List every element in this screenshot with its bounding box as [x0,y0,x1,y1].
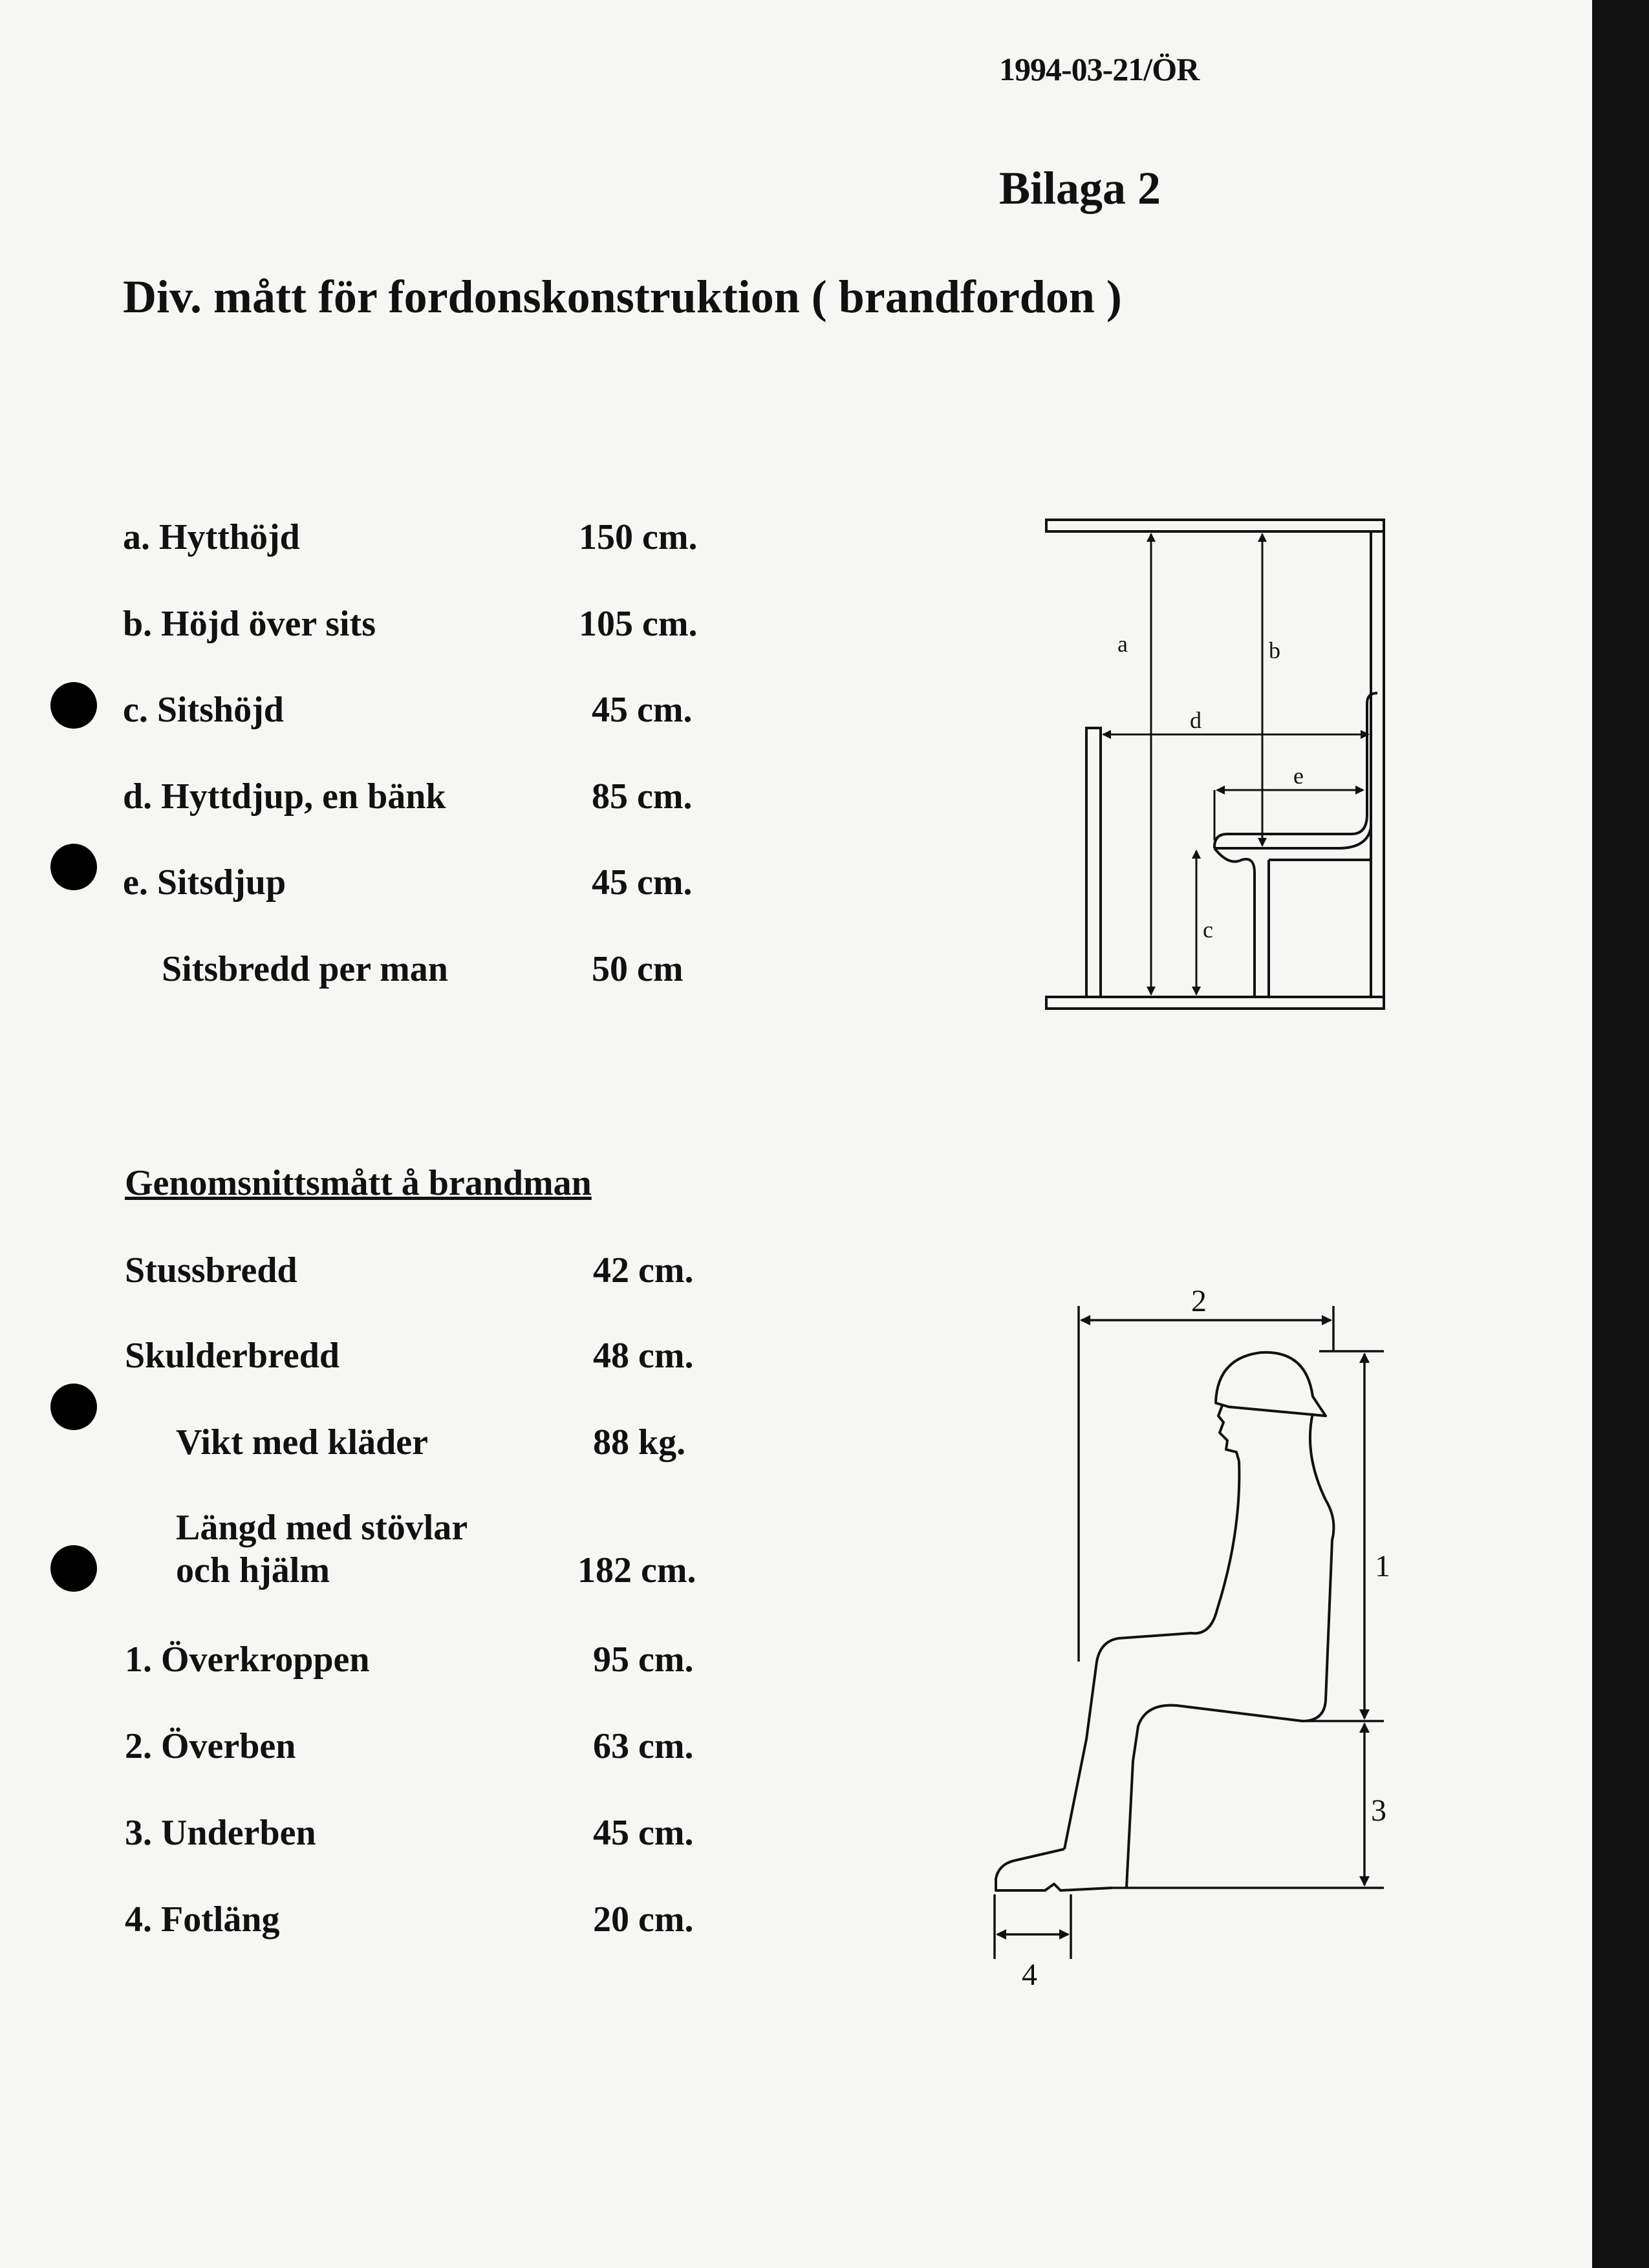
dimension-label: 1. Överkroppen [125,1640,370,1680]
dimension-value: 85 cm. [592,776,693,817]
dim-2-label: 2 [1191,1287,1207,1318]
seat-pedestal [1214,848,1371,997]
punch-hole-3 [50,1384,97,1430]
dim-b-label: b [1269,637,1280,663]
face-outline [1218,1406,1239,1461]
dimension-label: 2. Överben [125,1726,296,1766]
dimension-label: Stussbredd [125,1250,297,1290]
seated-firefighter-diagram [983,1287,1436,2011]
document-date: 1994-03-21/ÖR [999,51,1200,87]
cab-roof [1046,520,1384,531]
punch-hole-1 [50,682,97,729]
appendix-label: Bilaga 2 [999,162,1161,214]
cab-floor [1046,997,1384,1009]
dimension-label: d. Hyttdjup, en bänk [123,776,446,817]
dimension-value: 88 kg. [593,1422,686,1462]
punch-hole-2 [50,844,97,890]
dim-3-label: 3 [1371,1793,1386,1828]
dimension-value: 95 cm. [593,1640,694,1680]
dimension-label: 3. Underben [125,1813,316,1853]
dimension-label-line: Längd med stövlar [176,1508,468,1548]
dim-1-label: 1 [1375,1549,1390,1583]
dim-d-label: d [1190,707,1202,733]
dimension-value: 48 cm. [593,1336,694,1376]
scan-edge-band [1592,0,1649,2268]
dimension-value: 42 cm. [593,1250,694,1290]
dimension-value: 45 cm. [592,862,693,903]
dimension-label: a. Hytthöjd [123,517,300,557]
boot-outline [996,1849,1112,1890]
dimension-label: 4. Fotläng [125,1899,280,1940]
dimension-value: 45 cm. [592,690,693,730]
dim-a-label: a [1117,631,1128,657]
dimension-label: Sitsbredd per man [162,949,448,989]
dimension-value: 63 cm. [593,1726,694,1766]
dim-e-label: e [1293,763,1304,789]
punch-hole-4 [50,1545,97,1592]
dimension-label-line: och hjälm [176,1550,330,1590]
dimension-value: 150 cm. [579,517,698,557]
helmet-outline [1216,1353,1326,1416]
dimension-label: c. Sitshöjd [123,690,284,730]
dim-4-label: 4 [1022,1958,1037,1992]
dimension-label [176,1506,468,1592]
dimension-value: 50 cm [592,949,684,989]
dimension-label: Skulderbredd [125,1336,339,1376]
dimension-value: 105 cm. [579,604,698,644]
cab-section-diagram [1035,511,1423,1028]
dimension-value: 182 cm. [577,1550,696,1590]
dimension-label: b. Höjd över sits [123,604,376,644]
front-torso-outline [1064,1461,1239,1849]
dimension-label: Vikt med kläder [176,1422,428,1462]
cab-front-wall [1086,728,1101,997]
dimension-value: 45 cm. [593,1813,694,1853]
page-title: Div. mått för fordonskonstruktion ( brandfordon ) [123,271,1122,323]
dimension-label: e. Sitsdjup [123,862,286,903]
torso-outline [1126,1413,1333,1888]
cab-back-wall [1371,531,1384,997]
dim-c-label: c [1203,917,1213,943]
section-heading: Genomsnittsmått å brandman [125,1163,592,1203]
dimension-value: 20 cm. [593,1899,694,1940]
